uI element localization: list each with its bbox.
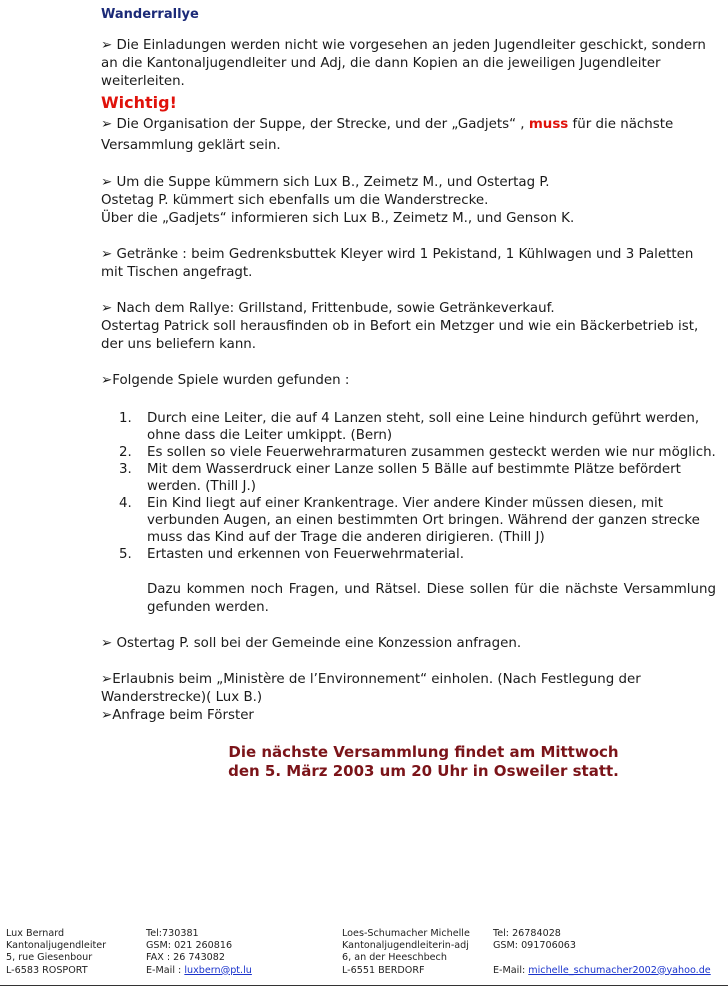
footer-name: Lux Bernard [6, 928, 65, 939]
footer-city: L-6583 ROSPORT [6, 964, 88, 976]
footer [0, 928, 728, 990]
footer-gsm: GSM: 021 260816 [146, 940, 233, 952]
list-item [119, 410, 716, 444]
email-link[interactable]: luxbern@pt.lu [184, 964, 252, 976]
footer-phones-loes [493, 928, 711, 977]
games-intro: ➢Folgende Spiele wurden gefunden : [101, 373, 350, 388]
section-heading: Wanderrallye [101, 7, 199, 22]
notice-line: Die nächste Versammlung findet am Mittwoch [228, 743, 619, 761]
footer-divider [0, 985, 728, 986]
footer-tel: Tel: 26784028 [493, 928, 561, 939]
paragraph-organisation [101, 114, 716, 156]
organisation-text-end: für die nächste Versammlung geklärt sein. [101, 117, 674, 153]
list-text: Mit dem Wasserdruck einer Lanze sollen 5 Bälle auf bestimmte Plätze befördert werden. (Thill J.) [147, 462, 681, 494]
footer-city: L-6551 BERDORF [342, 964, 425, 976]
list-text: Ertasten und erkennen von Feuerwehrmaterial. [147, 547, 464, 562]
footer-email [146, 965, 252, 977]
footer-street: 5, rue Giesenbour [6, 952, 93, 964]
important-label: Wichtig! [101, 93, 177, 112]
concession-line: ➢ Ostertag P. soll bei der Gemeinde eine Konzession anfragen. [101, 636, 522, 651]
paragraph-invitations: ➢ Die Einladungen werden nicht wie vorgesehen an jeden Jugendleiter geschickt, sondern an die Kantonaljugendleiter und Adj, die dann Kopien an die jeweiligen Jugendleiter weiterleiten. [101, 38, 706, 89]
footer-contact-lux [6, 928, 106, 977]
notice-line: den 5. März 2003 um 20 Uhr in Osweiler statt. [228, 762, 619, 780]
footer-street: 6, an der Heeschbech [342, 952, 447, 964]
footer-tel: Tel:730381 [146, 928, 199, 939]
gadjets-line: Über die „Gadjets“ informieren sich Lux B., Zeimetz M., und Genson K. [101, 211, 575, 226]
permission-line: ➢Erlaubnis beim „Ministère de l’Environnement“ einholen. (Nach Festlegung der Wanderstrecke)( Lux B.) [101, 672, 641, 705]
list-item [119, 444, 716, 461]
list-number: 1. [119, 411, 132, 426]
list-text: Durch eine Leiter, die auf 4 Lanzen steht, soll eine Leine hindurch geführt werden, ohne dass die Leiter umkippt. (Bern) [147, 411, 700, 443]
email-label: E-Mail: [493, 964, 529, 976]
footer-name: Loes-Schumacher Michelle [342, 928, 470, 939]
email-label: E-Mail : [146, 964, 185, 976]
footer-role: Kantonaljugendleiterin-adj [342, 940, 469, 952]
document-body [101, 6, 716, 781]
footer-role: Kantonaljugendleiter [6, 940, 107, 952]
list-item [119, 461, 716, 495]
games-extra: Dazu kommen noch Fragen, und Rätsel. Diese sollen für die nächste Versammlung gefunden werden. [147, 582, 716, 615]
paragraph-drinks: ➢ Getränke : beim Gedrenksbuttek Kleyer wird 1 Pekistand, 1 Kühlwagen und 3 Paletten mit Tischen angefragt. [101, 247, 694, 280]
list-text: Ein Kind liegt auf einer Krankentrage. Vier andere Kinder müssen diesen, mit verbunden Augen, an einen bestimmten Ort bringen. Während der ganzen strecke muss das Kind auf der Trage die anderen dirigieren. (Thill J) [147, 496, 700, 545]
list-number: 4. [119, 496, 132, 511]
footer-contact-loes [342, 928, 470, 977]
list-item [119, 495, 716, 546]
list-text: Es sollen so viele Feuerwehrarmaturen zusammen gesteckt werden wie nur möglich. [147, 445, 716, 460]
email-link[interactable]: michelle_schumacher2002@yahoo.de [528, 964, 711, 976]
list-number: 2. [119, 445, 132, 460]
games-list [101, 410, 716, 563]
organisation-text: ➢ Die Organisation der Suppe, der Strecke, und der „Gadjets“ , [101, 117, 525, 132]
list-number: 5. [119, 547, 132, 562]
footer-phones-lux [146, 928, 252, 977]
next-meeting-notice [131, 743, 716, 781]
list-number: 3. [119, 462, 132, 477]
footer-gsm: GSM: 091706063 [493, 940, 577, 952]
muss-emphasis: muss [528, 117, 569, 132]
list-item [119, 546, 716, 563]
footer-email [493, 965, 711, 977]
butcher-line: Ostertag Patrick soll herausfinden ob in Befort ein Metzger und wie ein Bäckerbetrieb ist, der uns beliefern kann. [101, 319, 699, 352]
footer-fax: FAX : 26 743082 [146, 952, 225, 964]
after-rallye-line: ➢ Nach dem Rallye: Grillstand, Frittenbude, sowie Getränkeverkauf. [101, 301, 555, 316]
route-line: Ostetag P. kümmert sich ebenfalls um die Wanderstrecke. [101, 193, 489, 208]
soup-line: ➢ Um die Suppe kümmern sich Lux B., Zeimetz M., und Ostertag P. [101, 175, 550, 190]
forester-line: ➢Anfrage beim Förster [101, 708, 254, 723]
